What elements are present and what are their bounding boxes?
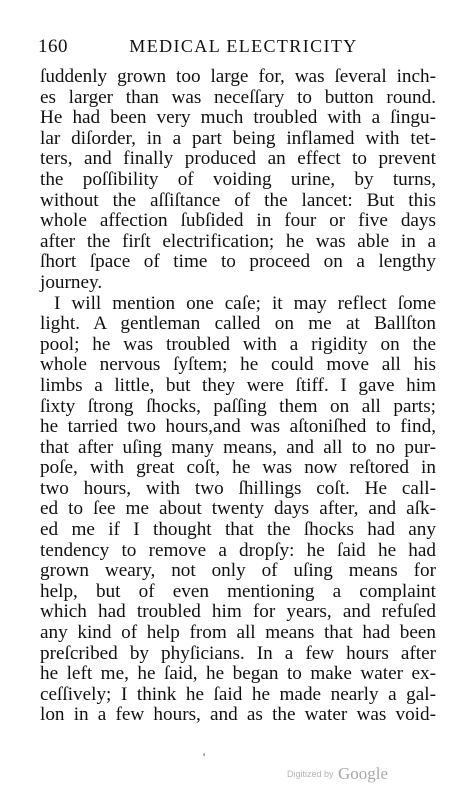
text-line: the poſſibility of voiding urine, by turns, bbox=[40, 168, 436, 190]
signature-mark: ' bbox=[203, 750, 206, 764]
watermark-prefix: Digitized by bbox=[287, 769, 334, 779]
text-line: es larger than was neceſſary to button round. bbox=[40, 86, 436, 108]
text-line: preſcribed by phyſicians. In a few hours after bbox=[40, 642, 436, 664]
text-line: He had been very much troubled with a ſingu- bbox=[40, 107, 436, 129]
text-line: pool; he was troubled with a rigidity on the bbox=[40, 333, 436, 355]
running-head: MEDICAL ELECTRICITY bbox=[129, 36, 358, 56]
text-line: whole nervous ſyſtem; he could move all his bbox=[40, 354, 436, 376]
text-line: he tarried two hours,and was aſtoniſhed to find, bbox=[40, 416, 436, 438]
text-line: ed me if I thought that the ſhocks had any bbox=[40, 519, 436, 541]
text-line: lar diſorder, in a part being inflamed with tet- bbox=[40, 127, 436, 149]
text-line: ceſſively; I think he ſaid he made nearly a gal- bbox=[40, 683, 436, 705]
text-line: I will mention one caſe; it may reflect ſome bbox=[54, 292, 436, 314]
text-line: limbs a little, but they were ſtiff. I gave him bbox=[40, 374, 436, 396]
text-line: ed to ſee me about twenty days after, and aſk- bbox=[40, 498, 436, 520]
text-line: which had troubled him for years, and refuſed bbox=[40, 601, 436, 623]
text-line: lon in a few hours, and as the water was void- bbox=[40, 704, 436, 726]
text-line: light. A gentleman called on me at Ballſton bbox=[40, 313, 436, 335]
text-line: ters, and finally produced an effect to prevent bbox=[40, 148, 436, 170]
text-line: two hours, with two ſhillings coſt. He call- bbox=[40, 477, 436, 499]
text-line: any kind of help from all means that had been bbox=[40, 622, 436, 644]
text-line: ſuddenly grown too large for, was ſeveral inch- bbox=[40, 66, 436, 87]
text-line: whole affection ſubſided in four or five days bbox=[40, 210, 436, 232]
body-text bbox=[40, 67, 436, 726]
text-line: he left me, he ſaid, he began to make water ex- bbox=[40, 663, 436, 685]
text-line: grown weary, not only of uſing means for bbox=[40, 560, 436, 582]
digitized-watermark bbox=[287, 764, 388, 784]
text-line: journey. bbox=[40, 271, 103, 293]
text-line: poſe, with great coſt, he was now reſtored in bbox=[40, 457, 436, 479]
text-line: help, but of even mentioning a complaint bbox=[40, 580, 436, 602]
text-line: that after uſing many means, and all to no pur- bbox=[40, 436, 436, 458]
text-line: ſhort ſpace of time to proceed on a lengthy bbox=[40, 251, 436, 273]
text-line: without the aſſiſtance of the lancet: But this bbox=[40, 189, 436, 211]
text-line: after the firſt electrification; he was able in a bbox=[40, 230, 436, 252]
text-line: ſixty ſtrong ſhocks, paſſing them on all parts; bbox=[40, 395, 436, 417]
page-number: 160 bbox=[38, 36, 68, 57]
text-line: tendency to remove a dropſy: he ſaid he had bbox=[40, 539, 436, 561]
page-header bbox=[38, 36, 433, 64]
watermark-brand: Google bbox=[337, 764, 389, 783]
